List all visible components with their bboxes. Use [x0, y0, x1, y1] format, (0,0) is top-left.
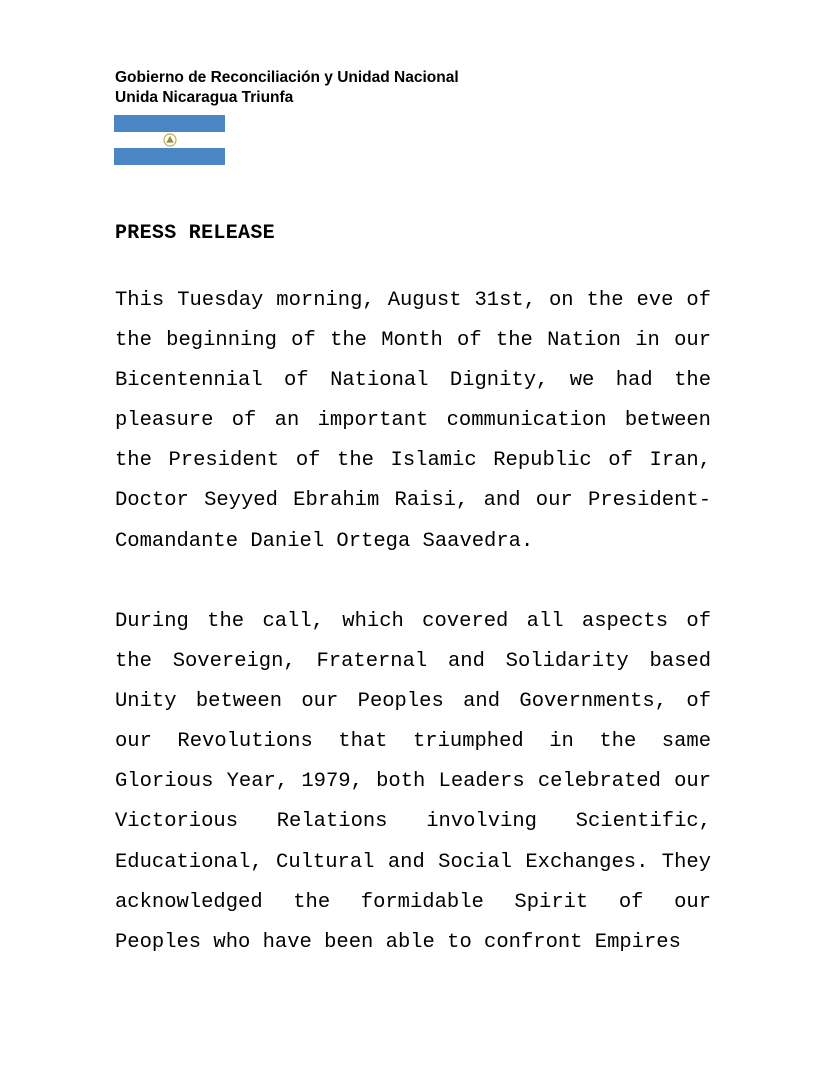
body-paragraph: During the call, which covered all aspects of the Sovereign, Fraternal and Solidarity based Unity between our Peoples and Governments, of our Revolutions that triumphed in the same Glorious Year, 1979, both Leaders celebrated our Victorious Relations involving Scientific, Educational, Cultural and Social Exchanges. They acknowledged the formidable Spirit of our Peoples who have been able to confront Empires	[115, 610, 711, 954]
press-release-title: PRESS RELEASE	[115, 222, 275, 245]
body-paragraph: This Tuesday morning, August 31st, on the eve of the beginning of the Month of the Nation in our Bicentennial of National Dignity, we had the pleasure of an important communication between the President of the Islamic Republic of Iran, Doctor Seyyed Ebrahim Raisi, and our President-Comandante Daniel Ortega Saavedra.	[115, 289, 711, 553]
nicaragua-flag-icon	[114, 115, 225, 165]
government-name: Gobierno de Reconciliación y Unidad Nacional	[115, 69, 459, 86]
coat-of-arms-icon	[163, 133, 177, 147]
flag-stripe-bottom	[114, 148, 225, 165]
document-header	[115, 68, 459, 108]
flag-stripe-top	[114, 115, 225, 132]
flag-stripe-middle	[114, 132, 225, 149]
government-slogan: Unida Nicaragua Triunfa	[115, 89, 294, 106]
